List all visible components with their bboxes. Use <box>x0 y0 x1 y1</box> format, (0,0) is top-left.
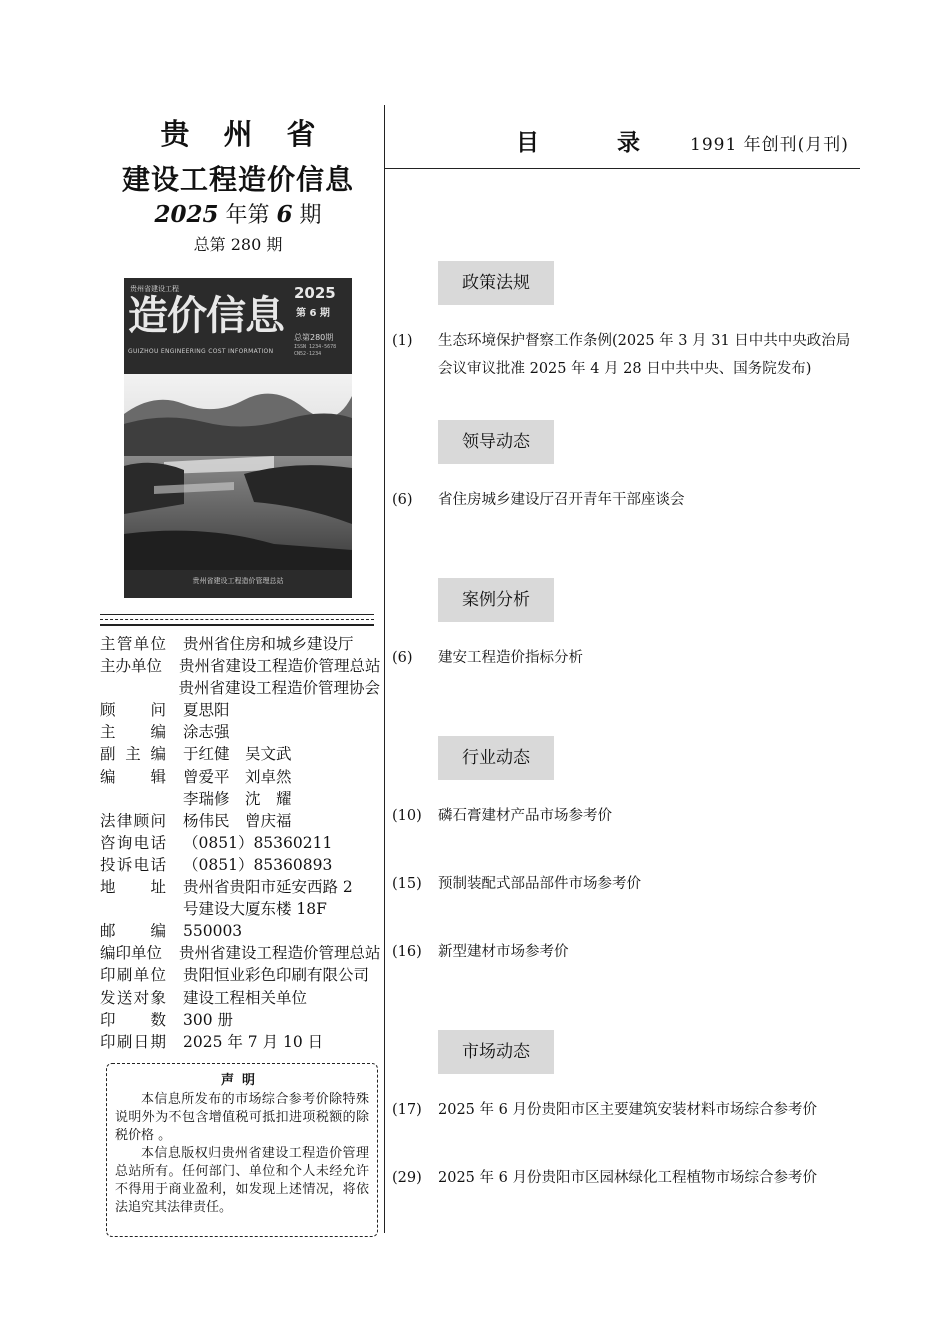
info-row <box>100 854 380 876</box>
info-value: 号建设大厦东楼 18F <box>183 900 327 919</box>
toc-entry[interactable] <box>392 802 862 830</box>
info-value: 杨伟民 曾庆福 <box>183 811 292 830</box>
notice-paragraph: 本信息版权归贵州省建设工程造价管理总站所有。任何部门、单位和个人未经允许不得用于商业盈利，如发现上述情况，将依法追究其法律责任。 <box>115 1146 369 1215</box>
info-label: 咨询电话 <box>100 833 166 852</box>
info-label: 副主编 <box>100 745 166 764</box>
info-label <box>100 788 166 810</box>
info-value: 曾爱平 刘卓然 <box>183 767 292 786</box>
issue-year-suffix: 年第 <box>225 203 270 228</box>
info-label: 顾问 <box>100 701 166 720</box>
toc-entry[interactable] <box>392 1096 862 1124</box>
toc-entry-title: 新型建材市场参考价 <box>438 944 569 960</box>
section-heading: 领导动态 <box>438 420 554 464</box>
issue-number-suffix: 期 <box>299 203 322 228</box>
province-title: 贵州省 <box>160 117 350 151</box>
toc-page-number: (16) <box>392 944 422 960</box>
info-value: 夏思阳 <box>183 701 230 720</box>
info-value: 于红健 吴文武 <box>183 745 292 764</box>
toc-entry-title: 磷石膏建材产品市场参考价 <box>438 808 612 824</box>
section-heading: 政策法规 <box>438 261 554 305</box>
info-row <box>100 1031 380 1053</box>
founded-note: 1991 年创刊(月刊) <box>690 135 849 155</box>
publication-title: 建设工程造价信息 <box>121 163 354 196</box>
info-label: 主办单位 <box>100 657 163 676</box>
info-row <box>100 1009 380 1031</box>
divider <box>100 614 374 615</box>
cover-issue: 第 6 期 <box>296 308 330 319</box>
info-row <box>100 987 380 1009</box>
cover-english-title: GUIZHOU ENGINEERING COST INFORMATION <box>128 348 274 355</box>
info-label: 印刷日期 <box>100 1032 166 1051</box>
toc-entry[interactable] <box>392 486 862 514</box>
toc-entry-title: 生态环境保护督察工作条例(2025 年 3 月 31 日中共中央政治局会议审议批准 2025 年 4 月 28 日中共中央、国务院发布) <box>438 333 851 377</box>
cover-footer: 贵州省建设工程造价管理总站 <box>192 577 284 585</box>
info-row <box>100 788 380 810</box>
divider <box>100 619 374 620</box>
info-value: （0851）85360893 <box>183 855 333 874</box>
info-value: 建设工程相关单位 <box>183 988 308 1007</box>
info-value: 贵州省住房和城乡建设厅 <box>183 635 354 653</box>
info-label: 邮编 <box>100 922 166 941</box>
toc-page-number: (15) <box>392 876 422 892</box>
cover-title: 造价信息 <box>128 293 284 339</box>
info-row <box>100 655 380 677</box>
info-label: 地址 <box>100 878 166 897</box>
toc-page-number: (1) <box>392 333 413 349</box>
info-row <box>100 743 380 765</box>
cover-total-issue: 总第280期 <box>294 333 334 342</box>
info-row <box>100 898 380 920</box>
copyright-notice <box>106 1063 378 1237</box>
info-row <box>100 920 380 942</box>
info-row <box>100 876 380 898</box>
toc-entry-title: 2025 年 6 月份贵阳市区主要建筑安装材料市场综合参考价 <box>438 1102 817 1118</box>
section-heading: 市场动态 <box>438 1030 554 1074</box>
issue-number: 6 <box>276 201 293 228</box>
landscape-photo <box>124 374 352 570</box>
info-label: 编印单位 <box>100 944 163 963</box>
total-issue: 总第 280 期 <box>193 235 283 254</box>
info-label: 印刷单位 <box>100 966 166 985</box>
info-label: 主编 <box>100 723 166 742</box>
info-row <box>100 633 380 655</box>
issue-year: 2025 <box>154 201 219 228</box>
toc-page-number: (6) <box>392 492 413 508</box>
info-label <box>100 898 166 920</box>
cover-subtitle: 贵州省建设工程 <box>130 285 179 293</box>
notice-title: 声明 <box>220 1073 263 1088</box>
info-label: 编辑 <box>100 767 166 786</box>
toc-entry[interactable] <box>392 1164 862 1192</box>
toc-title: 目录 <box>516 130 718 156</box>
info-row <box>100 721 380 743</box>
toc-page-number: (10) <box>392 808 422 824</box>
info-row <box>100 832 380 854</box>
toc-entry-title: 建安工程造价指标分析 <box>438 650 583 666</box>
info-label: 印数 <box>100 1010 166 1029</box>
info-value: 贵阳恒业彩色印刷有限公司 <box>183 966 370 985</box>
info-value: 贵州省贵阳市延安西路 2 <box>183 878 353 897</box>
toc-entry[interactable] <box>392 938 862 966</box>
masthead-info <box>100 633 380 1053</box>
info-value: 550003 <box>183 922 243 941</box>
info-label <box>100 677 161 699</box>
toc-page-number: (6) <box>392 650 413 666</box>
info-value: （0851）85360211 <box>183 833 333 852</box>
info-row <box>100 699 380 721</box>
info-value: 2025 年 7 月 10 日 <box>183 1032 324 1051</box>
toc-entry-title: 预制装配式部品部件市场参考价 <box>438 876 641 892</box>
info-row <box>100 766 380 788</box>
info-row <box>100 677 380 699</box>
info-label: 主管单位 <box>100 635 166 653</box>
info-value: 李瑞修 沈 耀 <box>183 789 292 808</box>
info-value: 贵州省建设工程造价管理总站 <box>179 657 381 676</box>
toc-page-number: (29) <box>392 1170 422 1186</box>
info-value: 300 册 <box>183 1010 234 1029</box>
info-value: 贵州省建设工程造价管理总站 <box>179 944 381 963</box>
column-divider <box>384 105 385 1233</box>
info-label: 投诉电话 <box>100 855 166 874</box>
cover-issn: ISSN 1234-5678 CN52-1234 <box>294 344 337 357</box>
section-heading: 行业动态 <box>438 736 554 780</box>
section-heading: 案例分析 <box>438 578 554 622</box>
info-label: 发送对象 <box>100 988 166 1007</box>
info-value: 贵州省建设工程造价管理协会 <box>178 679 380 698</box>
toc-entry-title: 省住房城乡建设厅召开青年干部座谈会 <box>438 492 685 508</box>
notice-paragraph: 本信息所发布的市场综合参考价除特殊说明外为不包含增值税可抵扣进项税额的除税价格 。 <box>115 1092 369 1143</box>
info-row <box>100 942 380 964</box>
toc-entry[interactable] <box>392 644 862 672</box>
issue-line <box>100 198 376 229</box>
toc-entry[interactable] <box>392 327 862 383</box>
toc-entry-title: 2025 年 6 月份贵阳市区园林绿化工程植物市场综合参考价 <box>438 1170 817 1186</box>
info-label: 法律顾问 <box>100 811 166 830</box>
cover-year: 2025 <box>294 284 336 302</box>
cover-image <box>124 278 352 598</box>
toc-entry[interactable] <box>392 870 862 898</box>
header-rule <box>384 168 860 169</box>
info-row <box>100 964 380 986</box>
divider <box>100 624 374 626</box>
info-value: 涂志强 <box>183 723 230 742</box>
info-row <box>100 810 380 832</box>
toc-page-number: (17) <box>392 1102 422 1118</box>
